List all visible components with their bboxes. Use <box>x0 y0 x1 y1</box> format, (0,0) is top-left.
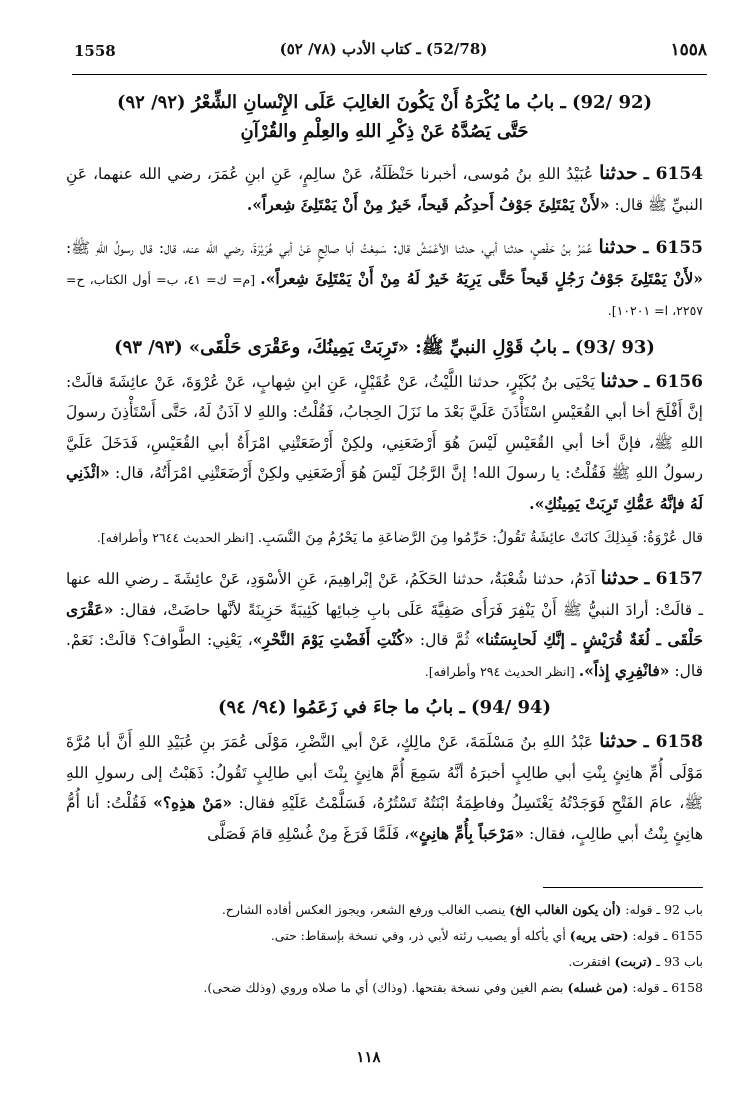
hadith-number: 6155 ـ <box>643 238 703 258</box>
haddathana-word: حدثنا <box>600 369 639 392</box>
chapter-heading-92: (92 /92) ـ بابُ ما يُكْرَهُ أَنْ يَكُونَ الغالِبَ عَلَى الإِنْسانِ الشِّعْرُ (٩٢/ ٩٢) <box>116 92 653 113</box>
hadith-number: 6157 ـ <box>644 569 703 589</box>
hadith-text: فَقُلْتُ: أنا أُمُّ هانِئٍ بِنْتُ أبي طالِبٍ، فقال: <box>66 794 703 843</box>
hadith-number: 6154 ـ <box>643 164 703 184</box>
page-number-latin: 1558 <box>74 42 116 60</box>
haddathana-word: حدثنا <box>599 730 638 752</box>
haddathana-word: حدثنا <box>598 236 637 258</box>
cross-reference: [انظر الحديث ٢٦٤٤ وأطرافه]. <box>96 530 258 545</box>
hadith-text: آدَمُ، حدثنا شُعْبَةُ، حدثنا الحَكَمُ، عَنْ إبْراهِيمَ، عَنِ الأسْوَدِ، عَنْ عائِشَةَ ـ رضي الله عنها ـ قالَتْ: أرادَ النبيُّ ﷺ أَنْ يَنْفِرَ فَرَأَى صَفِيَّةَ عَلَى بابِ خِبائِها كَئِيبَةً حَزِينَةً لأنَّها حاضَتْ، فقال: <box>66 570 703 619</box>
hadith-text: عَبْدُ اللهِ بنُ مَسْلَمَةَ، عَنْ مالِكٍ، عَنْ أبي النَّضْرِ، مَوْلَى عُمَرَ بنِ عُبَيْدِ اللهِ أَنَّ أبا مُرَّةَ مَوْلَى أُمِّ هانِئٍ بِنْتِ أبي طالِبٍ أخبرَهُ أنَّهُ سَمِعَ أُمَّ هانِئٍ بِنْتَ أبي طالِبٍ تَقُولُ: ذَهَبْتُ إلى رسولِ اللهِ ﷺ، عامَ الفَتْحِ فَوَجَدْتُهُ يَغْتَسِلُ وفاطِمَةُ ابْنَتُهُ تَسْتُرُهُ، فَسَلَّمْتُ عَلَيْهِ فقال: <box>66 733 704 812</box>
running-header <box>60 38 707 72</box>
hadith-text: ، يَعْنِي: الطَّوافَ؟ قالَتْ: نَعَمْ. قال: <box>66 631 703 680</box>
footnote: باب 92 ـ قوله: (أن يكون الغالب الخ) ينصب الغالب ورفع الشعر، ويجوز العكس أفاده الشارح. <box>221 902 703 917</box>
hadith-matn: «لأَنْ يَمْتَلِئَ جَوْفُ أَحدِكُم قَيحاً، خَيرٌ مِنْ أَنْ يَمْتَلِئَ شِعراً». <box>246 194 610 214</box>
hadith-matn: «فانْفِرِي إِذاً». <box>578 660 670 680</box>
footnotes <box>66 898 703 1002</box>
hadith-matn: «عَقْرَى حَلْقَى ـ لُغَةٌ قُرَيْشٍ ـ إنَّكِ لَحابِسَتُنا» <box>66 599 703 649</box>
running-title: (52/78) ـ كتاب الأدب (٧٨/ ٥٢) <box>279 40 488 58</box>
hadith-number: 6156 ـ <box>644 371 703 392</box>
hadith-6158 <box>66 726 703 849</box>
hadith-matn: «لأَنْ يَمْتَلِئَ جَوْفُ رَجُلٍ قَيحاً حَتَّى يَرِيَهُ خَيرٌ لَهُ مِنْ أَنْ يَمْتَلِئَ شِعراً». <box>260 268 703 288</box>
hadith-matn: «ائْذَنِي لَهُ فإنَّهُ عَمُّكِ تَرِبَتْ يَمِينُكِ». <box>66 463 703 513</box>
footnote: 6158 ـ قوله: (من غسله) بضم الغين وفي نسخة بفتحها. (وذاك) أي ما صلاه وروي (وذلك ضحى). <box>203 980 703 995</box>
hadith-6156-note <box>66 525 703 551</box>
hadith-text: يَحْيَى بنُ بُكَيْرٍ، حدثنا اللَّيْثُ، عَنْ عُقَيْلٍ، عَنِ ابنِ شِهابٍ، عَنْ عُرْوَةَ، عَنْ عائِشَةَ قالَتْ: إنَّ أَفْلَحَ أخا أبي القُعَيْسِ اسْتَأْذَنَ عَلَيَّ بَعْدَ ما نَزَلَ الحِجابُ، فَقُلْتُ: واللهِ لا آذَنُ لَهُ، حَتَّى أَسْتَأْذِنَ رسولَ اللهِ ﷺ، فإنَّ أخا أبي القُعَيْسِ لَيْسَ هُوَ أَرْضَعَنِي، ولكِنْ أَرْضَعَتْنِي امْرَأَةُ أبي القُعَيْسِ، فَدَخَلَ عَلَيَّ رسولُ اللهِ ﷺ فَقُلْتُ: يا رسولَ الله! إنَّ الرَّجُلَ لَيْسَ هُوَ أَرْضَعَنِي ولكِنْ أَرْضَعَتْنِي امْرَأَتُهُ، قال: <box>66 372 703 482</box>
footnote-separator <box>543 887 703 888</box>
hadith-matn: «مَنْ هذِهِ؟» <box>153 793 233 812</box>
page-number-arabic: ١٥٥٨ <box>670 40 707 60</box>
cross-reference: [انظر الحديث ٢٩٤ وأطرافه]. <box>424 663 579 679</box>
header-rule <box>72 74 707 75</box>
folio-number: ١١٨ <box>356 1048 381 1066</box>
hadith-isnad: عُمَرُ بنُ حَفْصٍ، حدثنا أبي، حدثنا الأعْمَشُ قال: سَمِعْتُ أبا صالِحٍ عَنْ أبي هُرَيْرَةَ، رضي الله عنه، قال: قال رسولُ اللهِ ﷺ: <box>66 239 599 257</box>
haddathana-word: حدثنا <box>599 162 638 184</box>
hadith-6157 <box>66 563 703 687</box>
hadith-6155 <box>66 232 703 327</box>
cross-reference: [م= ك= ٤١، ب= أول الكتاب، ح= ٢٢٥٧، ا= ١٠٢٠١]. <box>66 271 703 318</box>
hadith-text: ، فَلَمَّا فَرَغَ مِنْ غُسْلِهِ قامَ فَصَلَّى <box>207 824 410 843</box>
footnote: باب 93 ـ (تربت) افتقرت. <box>568 954 703 969</box>
footnote: 6155 ـ قوله: (حتى يريه) أي يأكله أو يصيب رئته لأبي ذر، وفي نسخة بإسقاط: حتى. <box>270 928 703 943</box>
hadith-6156 <box>66 366 703 520</box>
hadith-number: 6158 ـ <box>643 732 703 752</box>
haddathana-word: حدثنا <box>600 567 640 589</box>
hadith-matn: «كُنْتِ أَفَضْتِ يَوْمَ النَّحْرِ» <box>252 630 414 649</box>
chapter-heading-92-subtitle: حَتَّى يَصُدَّهُ عَنْ ذِكْرِ اللهِ والعِلْمِ والقُرْآنِ <box>240 121 529 142</box>
hadith-6154 <box>66 158 703 220</box>
note-text: قال عُرْوَةُ: فَبِذلِكَ كانَتْ عائِشَةُ تَقُولُ: حَرِّمُوا مِنَ الرَّضاعَةِ ما يَحْرُمُ مِنَ النَّسَبِ. <box>257 530 703 546</box>
hadith-text: ثُمَّ قال: <box>413 631 476 649</box>
chapter-heading-94: (94 /94) ـ بابُ ما جاءَ في زَعَمُوا (٩٤/ ٩٤) <box>217 697 552 718</box>
chapter-heading-93: (93 /93) ـ بابُ قَوْلِ النبيِّ ﷺ: «تَرِبَتْ يَمِينُكَ، وعَقْرَى حَلْقَى» (٩٣/ ٩٣) <box>114 336 655 358</box>
main-text <box>66 88 703 849</box>
hadith-matn: «مَرْحَباً بِأُمِّ هانِئٍ» <box>409 823 525 843</box>
hadith-isnad: عُبَيْدُ اللهِ بنُ مُوسى، أخبرنا حَنْظَلَةُ، عَنْ سالِمٍ، عَنِ ابنِ عُمَرَ، رضي الله عنهما، عَنِ النبيِّ ﷺ قال: <box>66 165 703 214</box>
